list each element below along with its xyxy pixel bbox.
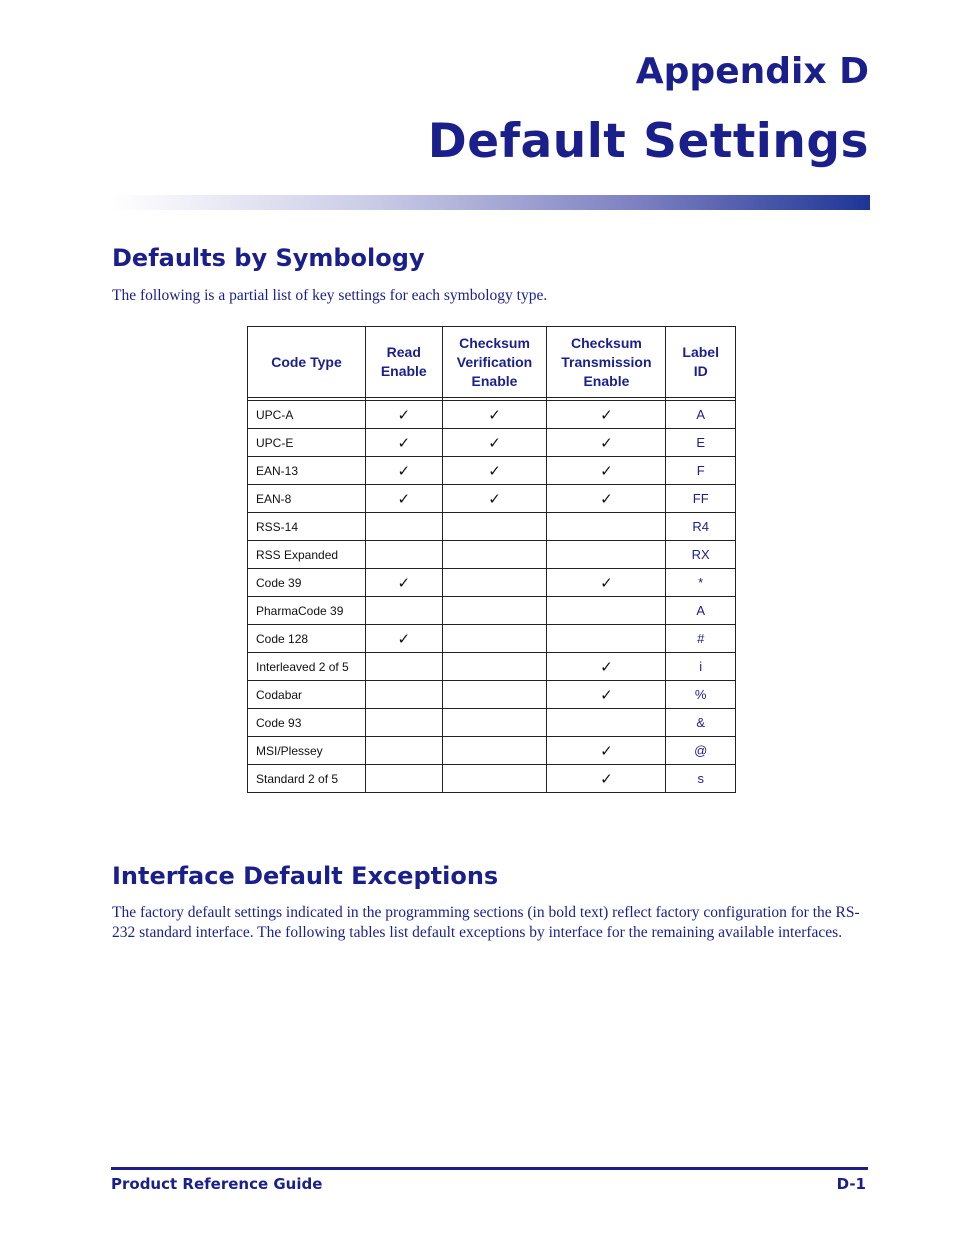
cell-label-id: RX xyxy=(666,541,736,569)
table-row xyxy=(248,765,736,793)
defaults-intro-text: The following is a partial list of key settings for each symbology type. xyxy=(112,287,548,304)
section-heading-defaults: Defaults by Symbology xyxy=(112,244,425,272)
table-row xyxy=(248,569,736,597)
header-verify-line1: Checksum xyxy=(459,334,530,351)
cell-checksum-transmission xyxy=(547,709,666,737)
cell-checksum-transmission xyxy=(547,597,666,625)
table-row xyxy=(248,513,736,541)
cell-read-enable xyxy=(365,709,442,737)
cell-read-enable xyxy=(365,569,442,597)
cell-label-id: # xyxy=(666,625,736,653)
cell-code-type: UPC-E xyxy=(248,429,366,457)
check-mark-icon: ✓ xyxy=(397,405,411,424)
cell-code-type: Standard 2 of 5 xyxy=(248,765,366,793)
table-row xyxy=(248,681,736,709)
cell-checksum-transmission xyxy=(547,429,666,457)
cell-read-enable xyxy=(365,485,442,513)
header-transmit-line2: Transmission xyxy=(561,353,652,370)
check-mark-icon: ✓ xyxy=(488,405,501,424)
table-row xyxy=(248,597,736,625)
cell-label-id: R4 xyxy=(666,513,736,541)
cell-read-enable xyxy=(365,429,442,457)
check-mark-icon: ✓ xyxy=(600,741,613,760)
header-transmit-line1: Checksum xyxy=(571,334,642,351)
cell-read-enable xyxy=(365,597,442,625)
header-transmit-line3: Enable xyxy=(583,372,630,389)
cell-checksum-verification xyxy=(442,597,547,625)
title-gradient-bar xyxy=(112,195,870,210)
cell-checksum-verification xyxy=(442,457,547,485)
check-mark-icon: ✓ xyxy=(397,573,411,592)
check-mark-icon: ✓ xyxy=(600,489,613,508)
cell-code-type: UPC-A xyxy=(248,401,366,429)
cell-checksum-transmission xyxy=(547,625,666,653)
cell-checksum-transmission xyxy=(547,401,666,429)
cell-label-id: & xyxy=(666,709,736,737)
cell-checksum-transmission xyxy=(547,541,666,569)
cell-code-type: Interleaved 2 of 5 xyxy=(248,653,366,681)
cell-read-enable xyxy=(365,401,442,429)
check-mark-icon: ✓ xyxy=(600,573,613,592)
table-row xyxy=(248,429,736,457)
cell-checksum-transmission xyxy=(547,681,666,709)
check-mark-icon: ✓ xyxy=(397,629,411,648)
cell-read-enable xyxy=(365,681,442,709)
cell-checksum-verification xyxy=(442,513,547,541)
header-read-enable xyxy=(365,327,442,398)
cell-checksum-transmission xyxy=(547,457,666,485)
cell-read-enable xyxy=(365,653,442,681)
check-mark-icon: ✓ xyxy=(397,433,411,452)
check-mark-icon: ✓ xyxy=(397,489,411,508)
table-body xyxy=(248,401,736,793)
cell-checksum-verification xyxy=(442,653,547,681)
cell-checksum-transmission xyxy=(547,765,666,793)
table-row xyxy=(248,457,736,485)
cell-checksum-verification xyxy=(442,541,547,569)
check-mark-icon: ✓ xyxy=(488,433,501,452)
cell-code-type: MSI/Plessey xyxy=(248,737,366,765)
cell-code-type: RSS Expanded xyxy=(248,541,366,569)
cell-checksum-transmission xyxy=(547,485,666,513)
table-row xyxy=(248,625,736,653)
check-mark-icon: ✓ xyxy=(488,461,501,480)
table-row xyxy=(248,653,736,681)
header-read-enable-line1: Read xyxy=(386,344,421,360)
footer-rule xyxy=(111,1167,868,1170)
cell-checksum-transmission xyxy=(547,513,666,541)
check-mark-icon: ✓ xyxy=(600,769,613,788)
cell-code-type: Code 93 xyxy=(248,709,366,737)
footer-page-number: D-1 xyxy=(836,1175,866,1193)
cell-label-id: A xyxy=(666,597,736,625)
cell-code-type: EAN-8 xyxy=(248,485,366,513)
header-verify-line3: Enable xyxy=(471,372,518,389)
header-code-type xyxy=(248,327,366,398)
table-row xyxy=(248,401,736,429)
cell-label-id: * xyxy=(666,569,736,597)
footer-guide-title: Product Reference Guide xyxy=(111,1175,323,1193)
cell-code-type: Code 128 xyxy=(248,625,366,653)
check-mark-icon: ✓ xyxy=(600,405,613,424)
cell-checksum-transmission xyxy=(547,737,666,765)
cell-code-type: RSS-14 xyxy=(248,513,366,541)
table-row xyxy=(248,737,736,765)
check-mark-icon: ✓ xyxy=(397,461,411,480)
table-header-row xyxy=(248,327,736,398)
header-read-enable-line2: Enable xyxy=(380,363,427,379)
cell-checksum-verification xyxy=(442,429,547,457)
cell-read-enable xyxy=(365,625,442,653)
header-verify-line2: Verification xyxy=(456,353,533,370)
cell-label-id: A xyxy=(666,401,736,429)
section-heading-exceptions: Interface Default Exceptions xyxy=(112,862,499,890)
cell-checksum-verification xyxy=(442,681,547,709)
exceptions-body-text: The factory default settings indicated in the programming sections (in bold text) reflect factory configuration for the RS-232 standard interface. The following tables list default exceptions by interface for the remaining available interfaces. xyxy=(112,904,860,941)
cell-code-type: PharmaCode 39 xyxy=(248,597,366,625)
cell-label-id: @ xyxy=(666,737,736,765)
header-label-line2: ID xyxy=(693,363,708,379)
cell-checksum-verification xyxy=(442,485,547,513)
cell-label-id: i xyxy=(666,653,736,681)
header-checksum-verification xyxy=(442,327,547,398)
cell-label-id: s xyxy=(666,765,736,793)
cell-checksum-verification xyxy=(442,765,547,793)
table-row xyxy=(248,709,736,737)
header-code-type-label: Code Type xyxy=(271,353,342,370)
cell-label-id: FF xyxy=(666,485,736,513)
symbology-defaults-table xyxy=(247,326,736,793)
cell-read-enable xyxy=(365,541,442,569)
cell-checksum-verification xyxy=(442,569,547,597)
cell-label-id: E xyxy=(666,429,736,457)
cell-checksum-transmission xyxy=(547,569,666,597)
cell-code-type: Code 39 xyxy=(248,569,366,597)
cell-checksum-transmission xyxy=(547,653,666,681)
appendix-label: Appendix D xyxy=(635,51,869,92)
check-mark-icon: ✓ xyxy=(600,461,613,480)
check-mark-icon: ✓ xyxy=(600,657,613,676)
header-label-id xyxy=(666,327,736,398)
cell-label-id: % xyxy=(666,681,736,709)
cell-checksum-verification xyxy=(442,737,547,765)
header-label-line1: Label xyxy=(682,344,719,360)
cell-read-enable xyxy=(365,513,442,541)
check-mark-icon: ✓ xyxy=(600,685,613,704)
cell-code-type: EAN-13 xyxy=(248,457,366,485)
cell-checksum-verification xyxy=(442,625,547,653)
check-mark-icon: ✓ xyxy=(488,489,501,508)
cell-read-enable xyxy=(365,765,442,793)
check-mark-icon: ✓ xyxy=(600,433,613,452)
table-row xyxy=(248,541,736,569)
cell-code-type: Codabar xyxy=(248,681,366,709)
table-row xyxy=(248,485,736,513)
cell-read-enable xyxy=(365,457,442,485)
cell-checksum-verification xyxy=(442,401,547,429)
cell-read-enable xyxy=(365,737,442,765)
cell-checksum-verification xyxy=(442,709,547,737)
page-title: Default Settings xyxy=(427,114,869,169)
cell-label-id: F xyxy=(666,457,736,485)
header-checksum-transmission xyxy=(547,327,666,398)
